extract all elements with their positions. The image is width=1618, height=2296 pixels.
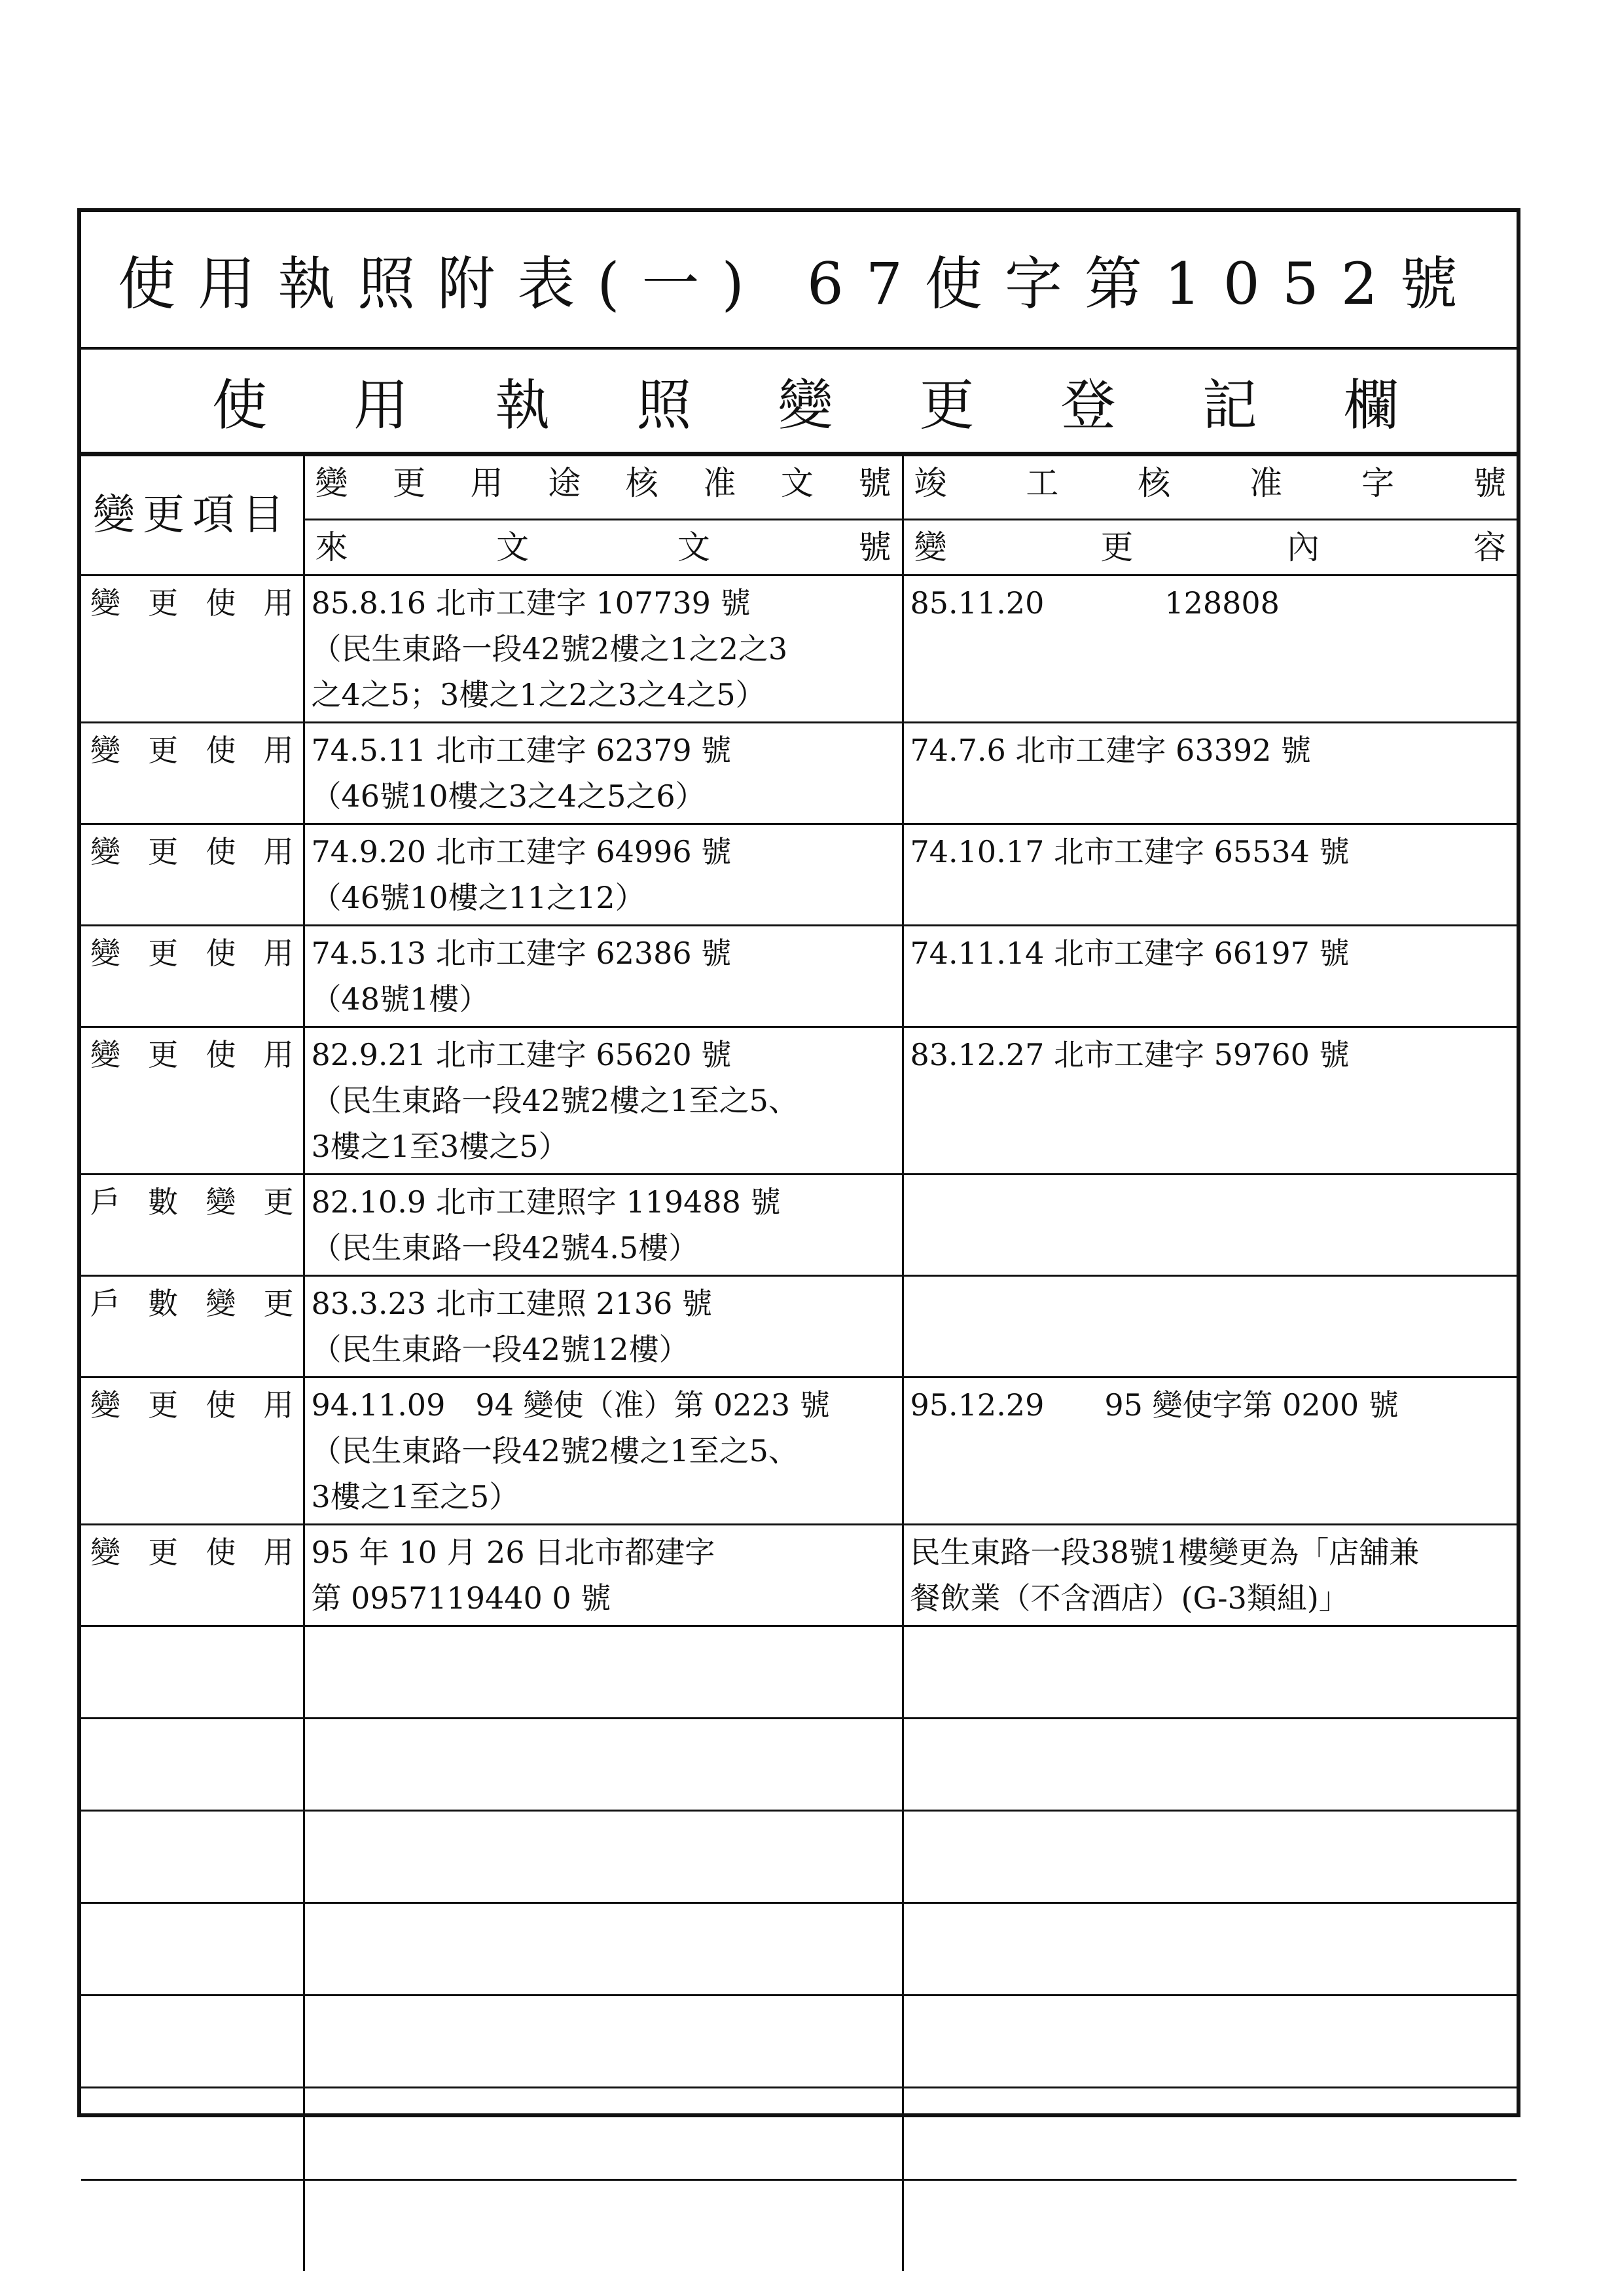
empty-cell [81,1995,304,2088]
header-char: 竣 [914,464,947,502]
empty-cell [304,1811,903,1903]
change-item-cell [81,1377,304,1525]
change-item-cell [81,1027,304,1175]
cell-line: 餐飲業（不含酒店）(G-3類組)」 [910,1580,1349,1616]
cell-line: 3樓之1至3樓之5） [311,1129,569,1164]
header-char: 字 [1361,464,1395,502]
empty-cell [903,2088,1517,2180]
change-item [88,1032,297,1078]
approval-number-cell [304,1525,903,1626]
empty-cell [81,2180,304,2272]
header-char: 工 [1026,464,1059,502]
header-change-content [903,520,1517,575]
header-approval-number [304,456,903,520]
cell-line: 74.11.14 北市工建字 66197 號 [910,936,1350,971]
cell-line: 之4之5；3樓之1之2之3之4之5） [311,677,766,712]
change-item [88,930,297,976]
change-item-char: 更 [148,936,179,971]
approval-number-cell [304,575,903,723]
change-item-char: 變 [90,733,120,768]
empty-row [81,2088,1517,2180]
header-char: 更 [393,464,426,502]
header-char: 號 [858,464,891,502]
completion-number-cell [903,1377,1517,1525]
cell-line: （民生東路一段42號2樓之1至之5、 [311,1433,799,1468]
change-item [88,1529,297,1575]
table-row [81,1377,1517,1525]
cell-line: （民生東路一段42號2樓之1至之5、 [311,1083,799,1118]
change-item-char: 用 [263,1387,294,1423]
change-item-char: 使 [206,1387,236,1423]
cell-line: 3樓之1至之5） [311,1479,520,1514]
cell-line: 74.5.11 北市工建字 62379 號 [311,733,732,768]
change-item-char: 用 [263,834,294,869]
subtitle-char: 照 [636,373,692,437]
change-item-char: 使 [206,733,236,768]
table-row [81,1027,1517,1175]
empty-cell [81,1719,304,1811]
change-item-char: 更 [263,1184,294,1220]
header-char: 核 [1138,464,1171,502]
empty-row [81,1626,1517,1719]
empty-row [81,1903,1517,1995]
change-item-char: 變 [90,1387,120,1423]
cell-line: 82.9.21 北市工建字 65620 號 [311,1037,732,1072]
change-item [88,727,297,773]
header-row-top [81,456,1517,520]
empty-cell [304,2180,903,2272]
header-char: 容 [1473,528,1506,566]
subtitle-char: 用 [353,373,409,437]
subtitle-char: 變 [778,373,833,437]
change-item [88,580,297,626]
change-item [88,1382,297,1428]
change-item-char: 更 [148,1535,179,1570]
change-item-char: 用 [263,936,294,971]
approval-number-cell [304,926,903,1027]
header-item: 變更項目 [93,491,292,539]
change-item-char: 使 [206,585,236,621]
approval-number-cell [304,1276,903,1377]
change-item-char: 更 [148,834,179,869]
change-item-cell [81,723,304,824]
subtitle-char: 執 [495,373,550,437]
approval-number-cell [304,723,903,824]
change-item-char: 變 [206,1184,236,1220]
table-row [81,1276,1517,1377]
change-item [88,829,297,875]
change-item [88,1281,297,1326]
cell-line: 95 年 10 月 26 日北市都建字 [311,1535,715,1570]
header-char: 號 [858,528,891,566]
change-item-char: 變 [90,834,120,869]
cell-line: 民生東路一段38號1樓變更為「店舖兼 [910,1535,1420,1570]
change-item-char: 變 [90,1535,120,1570]
approval-number-cell [304,1027,903,1175]
change-item-cell [81,1276,304,1377]
change-item-char: 使 [206,936,236,971]
empty-row [81,1719,1517,1811]
change-item-char: 變 [206,1286,236,1321]
change-item-char: 使 [206,1037,236,1072]
empty-cell [304,1626,903,1719]
subtitle-char: 使 [212,373,268,437]
cell-line: 74.5.13 北市工建字 62386 號 [311,936,732,971]
empty-row [81,1811,1517,1903]
change-item-char: 更 [148,1037,179,1072]
empty-cell [903,2180,1517,2272]
cell-line: （46號10樓之11之12） [311,880,645,915]
empty-row [81,2180,1517,2272]
completion-number-cell [903,723,1517,824]
change-item-char: 更 [263,1286,294,1321]
change-item-char: 更 [148,1387,179,1423]
cell-line: 74.10.17 北市工建字 65534 號 [910,834,1350,869]
cell-line: （民生東路一段42號2樓之1之2之3 [311,631,788,666]
table-row [81,723,1517,824]
cell-line: 85.8.16 北市工建字 107739 號 [311,585,751,621]
change-item-char: 使 [206,1535,236,1570]
completion-number-cell [903,1027,1517,1175]
empty-cell [81,1626,304,1719]
approval-number-cell [304,1175,903,1276]
cell-line: （民生東路一段42號4.5樓） [311,1230,699,1266]
empty-cell [304,2088,903,2180]
completion-number-cell [903,1525,1517,1626]
cell-line: 83.3.23 北市工建照 2136 號 [311,1286,713,1321]
header-char: 變 [914,528,947,566]
empty-cell [81,1903,304,1995]
change-record-table [81,454,1517,2113]
table-row [81,824,1517,926]
header-char: 變 [315,464,348,502]
header-char: 核 [625,464,658,502]
change-item-char: 用 [263,1037,294,1072]
header-char: 來 [315,528,348,566]
empty-cell [81,2088,304,2180]
approval-number-cell [304,824,903,926]
change-item-char: 用 [263,585,294,621]
subtitle-char: 登 [1060,373,1116,437]
table-row [81,1525,1517,1626]
change-item-char: 戶 [90,1286,120,1321]
empty-cell [903,1719,1517,1811]
change-item-char: 變 [90,936,120,971]
change-item-char: 數 [148,1286,179,1321]
cell-line: 85.11.20 128808 [910,585,1280,621]
cell-line: 74.7.6 北市工建字 63392 號 [910,733,1312,768]
change-item-char: 用 [263,1535,294,1570]
header-char: 文 [780,464,814,502]
change-item-cell [81,926,304,1027]
section-title [81,350,1517,454]
approval-number-cell [304,1377,903,1525]
completion-number-cell [903,575,1517,723]
cell-line: 95.12.29 95 變使字第 0200 號 [910,1387,1399,1423]
change-item-char: 使 [206,834,236,869]
header-char: 號 [1473,464,1506,502]
header-char: 內 [1287,528,1320,566]
empty-cell [903,1995,1517,2088]
change-item-char: 用 [263,733,294,768]
header-item-cell [81,456,304,575]
change-item-cell [81,575,304,723]
change-item-char: 數 [148,1184,179,1220]
change-item-cell [81,824,304,926]
cell-line: （48號1樓） [311,981,490,1017]
empty-row [81,1995,1517,2088]
table-row [81,575,1517,723]
completion-number-cell [903,824,1517,926]
header-char: 途 [548,464,581,502]
header-char: 文 [496,528,530,566]
completion-number-cell [903,1276,1517,1377]
header-completion-number [903,456,1517,520]
table-row [81,1175,1517,1276]
empty-cell [903,1626,1517,1719]
empty-cell [81,1811,304,1903]
empty-cell [304,1903,903,1995]
completion-number-cell [903,926,1517,1027]
header-incoming-number [304,520,903,575]
cell-line: （民生東路一段42號12樓） [311,1332,689,1367]
completion-number-cell [903,1175,1517,1276]
change-item [88,1179,297,1225]
header-char: 文 [677,528,710,566]
change-item-char: 變 [90,1037,120,1072]
cell-line: 74.9.20 北市工建字 64996 號 [311,834,732,869]
empty-cell [304,1995,903,2088]
cell-line: 83.12.27 北市工建字 59760 號 [910,1037,1350,1072]
change-item-char: 更 [148,585,179,621]
header-char: 更 [1100,528,1134,566]
cell-line: （46號10樓之3之4之5之6） [311,778,706,814]
header-char: 准 [703,464,736,502]
header-char: 用 [470,464,503,502]
table-row [81,926,1517,1027]
cell-line: 第 0957119440 0 號 [311,1580,611,1616]
cell-line: 94.11.09 94 變使（准）第 0223 號 [311,1387,830,1423]
empty-cell [903,1903,1517,1995]
change-item-cell [81,1525,304,1626]
subtitle-char: 欄 [1343,373,1399,437]
change-item-char: 變 [90,585,120,621]
subtitle-char: 更 [919,373,975,437]
document-sheet [77,208,1520,2117]
change-item-char: 戶 [90,1184,120,1220]
page-title: 使用執照附表(一) 67使字第1052號 [81,212,1517,350]
empty-cell [903,1811,1517,1903]
header-char: 准 [1249,464,1283,502]
subtitle-char: 記 [1202,373,1257,437]
change-item-char: 更 [148,733,179,768]
cell-line: 82.10.9 北市工建照字 119488 號 [311,1184,781,1220]
change-item-cell [81,1175,304,1276]
empty-cell [304,1719,903,1811]
